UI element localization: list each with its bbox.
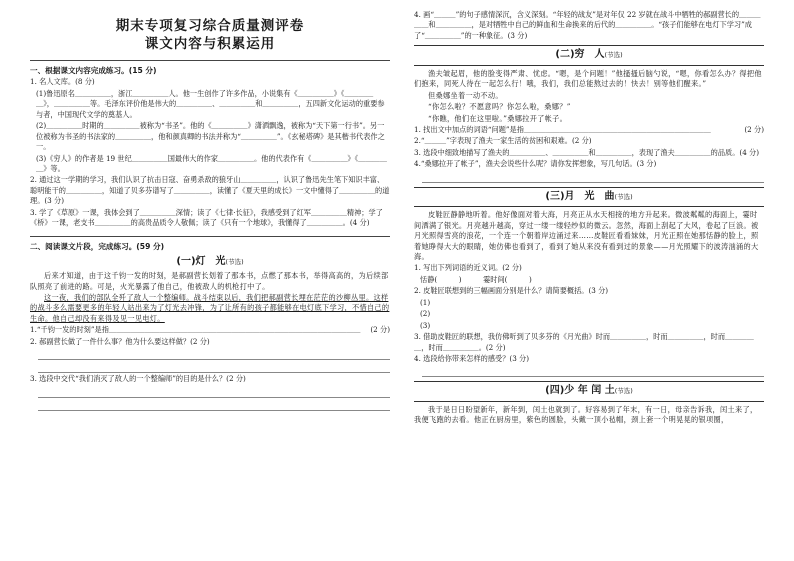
p3-question-3: 3. 借助皮鞋匠的联想，我仿佛听到了贝多芬的《月光曲》时而＿＿＿＿＿，时而＿＿＿＿＿，时而＿＿＿＿＿，时而＿＿＿＿＿。(2 分) — [414, 332, 754, 352]
exam-subtitle: 课文内容与积累运用 — [144, 36, 276, 53]
answer-line[interactable] — [422, 365, 764, 377]
part-divider — [30, 236, 390, 237]
p1-question-4: 4. 画“＿＿＿”的句子感情深沉，含义深刻。“年轻的战友”是对年仅 22 岁就在战斗中牺牲的郝副营长的＿＿＿＿＿和＿＿＿＿＿，是对牺牲中自己的鲜血和生命换来的后代的＿＿＿＿＿。“孩子们能够在电灯下学习”成了“＿＿＿＿＿”的一种象征。(3 分) — [414, 10, 761, 40]
p1-question-1-points: (2 分) — [370, 325, 390, 335]
passage-2-para-3: “你怎么啦？不愿意吗？你怎么啦，桑娜？” — [428, 102, 571, 112]
passage-3-note: (节选) — [614, 192, 633, 201]
exam-title: 期末专项复习综合质量测评卷 — [115, 18, 305, 34]
answer-line[interactable] — [38, 386, 390, 398]
p3-question-1-blanks[interactable]: 恬静( ) 霎时间( ) — [420, 274, 532, 284]
passage-1-title-text: (一)灯 光 — [176, 255, 226, 267]
passage-2-para-2: 但桑娜坐着一动不动。 — [428, 90, 503, 100]
answer-line[interactable] — [38, 348, 390, 360]
p2-question-2: 2.“＿＿＿”字表现了渔夫一家生活的贫困和艰难。(2 分) — [414, 136, 592, 146]
passage-2-note: (节选) — [604, 51, 623, 60]
p3-question-1: 1. 写出下列词语的近义词。(2 分) — [414, 263, 522, 273]
part1-heading: 一、根据课文内容完成练习。(15 分) — [30, 66, 157, 76]
passage-1-note: (节选) — [225, 257, 244, 266]
p3-answer-3[interactable]: (3) — [420, 320, 431, 330]
question-1b: (2)＿＿＿＿＿时期的＿＿＿＿＿被称为“书圣”。他的《＿＿＿＿＿》潇洒飘逸，被称为“天下第一行书”。另一位被称为书圣的书法家的＿＿＿＿＿，他和颜真卿的书法并称为“＿＿＿＿＿”。《玄秘塔碑》是其楷书代表作之一。 — [36, 121, 385, 152]
right-column — [414, 0, 764, 561]
p1-question-1-text: 1.“千钧一发的时刻”是指＿＿＿＿＿＿＿＿＿＿＿＿＿＿＿＿＿＿＿＿＿＿＿＿＿＿＿＿＿＿＿＿＿＿＿ — [30, 325, 361, 335]
question-1c: (3)《穷人》的作者是 19 世纪＿＿＿＿＿国最伟大的作家＿＿＿＿＿。他的代表作有《＿＿＿＿＿》《＿＿＿＿＿》等。 — [36, 153, 387, 173]
p3-question-2: 2. 皮鞋匠联想到的三幅画面分别是什么？请简要概括。(3 分) — [414, 286, 609, 296]
p3-answer-2[interactable]: (2) — [420, 309, 431, 319]
passage-2-title — [414, 45, 764, 66]
p2-question-1-points: (2 分) — [744, 125, 764, 134]
question-2: 2. 通过这一学期的学习，我们认识了抗击日寇、奋勇杀敌的狼牙山＿＿＿＿＿，认识了鲁迅先生笔下知识丰富、聪明能干的＿＿＿＿＿，知道了贝多芬谱写了＿＿＿＿＿，读懂了《夏天里的成长》一文中懂得了＿＿＿＿＿的道理。(3 分) — [30, 175, 390, 206]
p2-question-3: 3. 选段中细致地描写了渔夫的＿＿＿＿＿、＿＿＿＿＿和＿＿＿＿＿，表现了渔夫＿＿＿＿＿的品质。(4 分) — [414, 147, 760, 157]
p2-question-1-text: 1. 找出文中加点的词语“问题”是指＿＿＿＿＿＿＿＿＿＿＿＿＿＿＿＿＿＿＿＿＿＿＿＿＿＿ — [414, 125, 711, 134]
passage-3-para-1: 皮鞋匠静静地听着。他好像面对着大海，月亮正从水天相接的地方升起来。微波粼粼的海面上，霎时间洒满了银光。月亮越升越高，穿过一缕一缕轻纱似的微云。忽然，海面上刮起了大风，卷起了巨浪。被月光照得雪亮的浪花，一个连一个朝着岸边涌过来……皮鞋匠看看妹妹，月光正照在她那恬静的脸上，照着她睁得大大的眼睛，她仿佛也看到了，看到了她从来没有看到过的景象——月光照耀下的波涛汹涌的大海。 — [414, 210, 759, 261]
answer-line[interactable] — [38, 361, 390, 373]
question-1a: (1)鲁迅原名＿＿＿＿＿，浙江＿＿＿＿＿人。他一生创作了许多作品，小说集有《＿＿＿＿＿》《＿＿＿＿＿》，＿＿＿＿＿等。毛泽东评价他是伟大的＿＿＿＿＿、＿＿＿＿＿和＿＿＿＿＿，五四新文化运动的重要参与者，中国现代文学的奠基人。 — [36, 88, 385, 119]
passage-1-title — [30, 255, 390, 270]
passage-2-title-text: (二)穷 人 — [555, 49, 605, 61]
passage-4-title-text: (四)少 年 闰 土 — [545, 385, 615, 397]
p1-question-1 — [30, 325, 390, 335]
p1-question-2: 2. 郝副营长做了一件什么事？他为什么要这样做？(2 分) — [30, 336, 210, 346]
left-column — [30, 0, 390, 561]
answer-line[interactable] — [422, 171, 764, 183]
passage-2-para-4: “你瞧，他们在这里啦。”桑娜拉开了帐子。 — [428, 113, 568, 123]
passage-3-title-text: (三)月 光 曲 — [545, 190, 615, 202]
passage-4-title — [414, 381, 764, 402]
passage-4-para-1: 我于是日日盼望新年，新年到，闰土也就到了。好容易到了年末，有一日，母亲告诉我，闰土来了，我便飞跑的去看。他正在厨房里，紫色的圆脸，头戴一顶小毡帽，颈上套一个明晃晃的银项圈， — [414, 404, 758, 425]
passage-1-para-1: 后来才知道，由于这千钧一发的时刻，是郝副营长划着了那本书，点燃了那本书，举得高高的，为后续部队照亮了前进的路。可是，火光暴露了他自己，他被敌人的机枪打中了。 — [30, 271, 389, 291]
passage-1-para-2: 这一夜，我们的部队全歼了敌人一个整编师。战斗结束以后，我们把郝副营长埋在茫茫的沙柳丛里。这样的战斗多么需要更多的年轻人站出来为了灯光去冲锋，为了让所有的孩子都能够在电灯底下学习，不惜自己的生命。他自己却没有来得及见一见电灯。 — [30, 292, 390, 323]
passage-4-note: (节选) — [614, 387, 633, 396]
question-3: 3. 学了《草原》一课，我体会到了＿＿＿＿＿深情；读了《七律·长征》，我感受到了红军＿＿＿＿＿精神；学了《桥》一课，老支书＿＿＿＿＿的高贵品质令人敬佩；读了《只有一个地球》，我懂得了＿＿＿＿＿。(4 分) — [30, 207, 383, 228]
part2-heading: 二、阅读课文片段，完成练习。(59 分) — [30, 241, 165, 251]
p3-question-4: 4. 选段给你带来怎样的感受？(3 分) — [414, 353, 530, 363]
title-divider — [30, 60, 390, 61]
passage-2-para-1: 渔夫皱起眉，他的脸变得严肃、忧虑。“嗯，是个问题！”他搔搔后脑勺说，“嗯，你看怎么办？得把他们抱来，同死人待在一起怎么行！哦，我们，我们总能熬过去的！快去！别等他们醒来。” — [414, 68, 762, 89]
p2-question-1 — [414, 125, 764, 135]
p1-question-3: 3. 选段中交代“我们消灭了敌人的一个整编师”的目的是什么？(2 分) — [30, 374, 246, 384]
passage-3-title — [414, 187, 764, 208]
p2-question-4: 4.“桑娜拉开了帐子”，渔夫会说些什么呢？请你发挥想象，写几句话。(3 分) — [414, 159, 657, 169]
answer-line[interactable] — [38, 399, 390, 411]
p3-answer-1[interactable]: (1) — [420, 297, 431, 307]
question-1-head: 1. 名人文库。(8 分) — [30, 77, 95, 87]
